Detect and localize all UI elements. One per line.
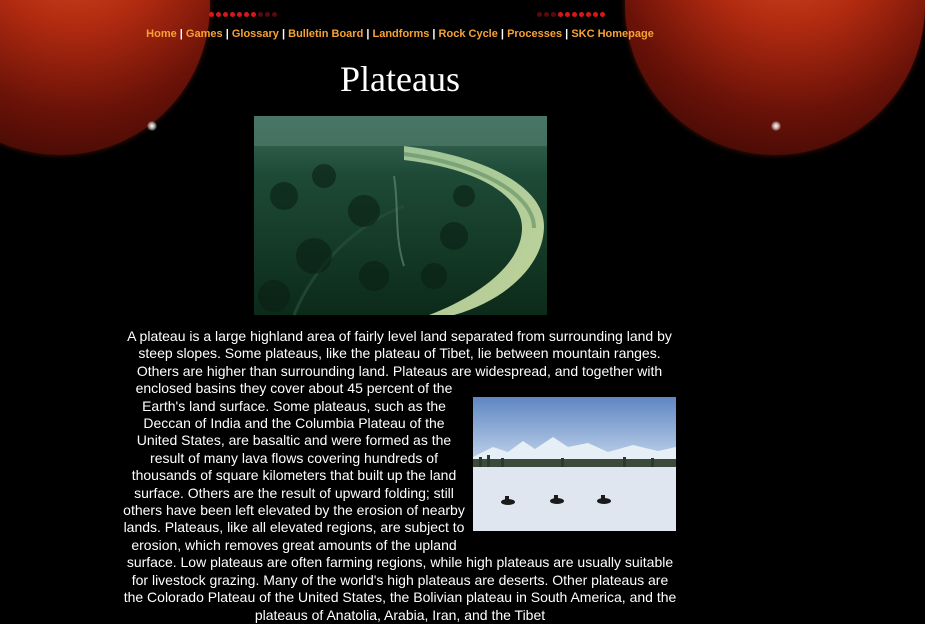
- snowmobile-plateau-photo: [473, 397, 676, 531]
- nav-link-landforms[interactable]: Landforms: [372, 28, 430, 40]
- nav-separator: |: [565, 28, 569, 40]
- snowmobile-plateau-photo-graphic: [473, 397, 676, 531]
- nav-separator: |: [281, 28, 286, 40]
- aerial-plateau-photo: [254, 116, 547, 315]
- top-navigation: [0, 28, 800, 40]
- nav-separator: |: [366, 28, 370, 40]
- nav-link-bulletin-board[interactable]: Bulletin Board: [288, 28, 364, 40]
- nav-link-rock-cycle[interactable]: Rock Cycle: [438, 28, 498, 40]
- nav-link-processes[interactable]: Processes: [507, 28, 563, 40]
- nav-link-home[interactable]: Home: [146, 28, 177, 40]
- article-paragraph: A plateau is a large highland area of fairly level land separated from surrounding land by steep slopes. Some plateaus, like the plateau of Tibet, lie between mountain ranges. Others are higher than surrounding land. Plateaus are widespread, and together with enclosed basins they cover about 45 percent of the Earth's land surface. Some plateaus, such as the Deccan of India and the Columbia Plateau of the United States, are basaltic and were formed as the result of many lava flows covering hundreds of thousands of square kilometers that built up the land surface. Others are the result of upward folding; still others have been left elevated by the erosion of nearby lands. Plateaus, like all elevated regions, are subject to erosion, which removes great amounts of the upland surface. Low plateaus are often farming regions, while high plateaus are usually suitable for livestock grazing. Many of the world's high plateaus are deserts. Other plateaus are the Colorado Plateau of the United States, the Bolivian plateau in South America, and the plateaus of Anatolia, Arabia, Iran, and the Tibet: [123, 328, 677, 623]
- nav-separator: |: [432, 28, 436, 40]
- nav-separator: |: [179, 28, 183, 40]
- dot-divider-right: [537, 12, 605, 18]
- page-title: Plateaus: [340, 59, 460, 99]
- nav-separator: |: [225, 28, 229, 40]
- star-sparkle-right: [771, 121, 781, 131]
- dot-divider-left: [209, 12, 277, 18]
- star-sparkle-left: [147, 121, 157, 131]
- photo-wrap-spacer: [677, 328, 678, 397]
- nav-link-glossary[interactable]: Glossary: [231, 28, 279, 40]
- nav-link-skc-homepage[interactable]: SKC Homepage: [571, 28, 654, 40]
- aerial-plateau-photo-graphic: [254, 116, 547, 315]
- nav-link-games[interactable]: Games: [185, 28, 223, 40]
- nav-separator: |: [500, 28, 504, 40]
